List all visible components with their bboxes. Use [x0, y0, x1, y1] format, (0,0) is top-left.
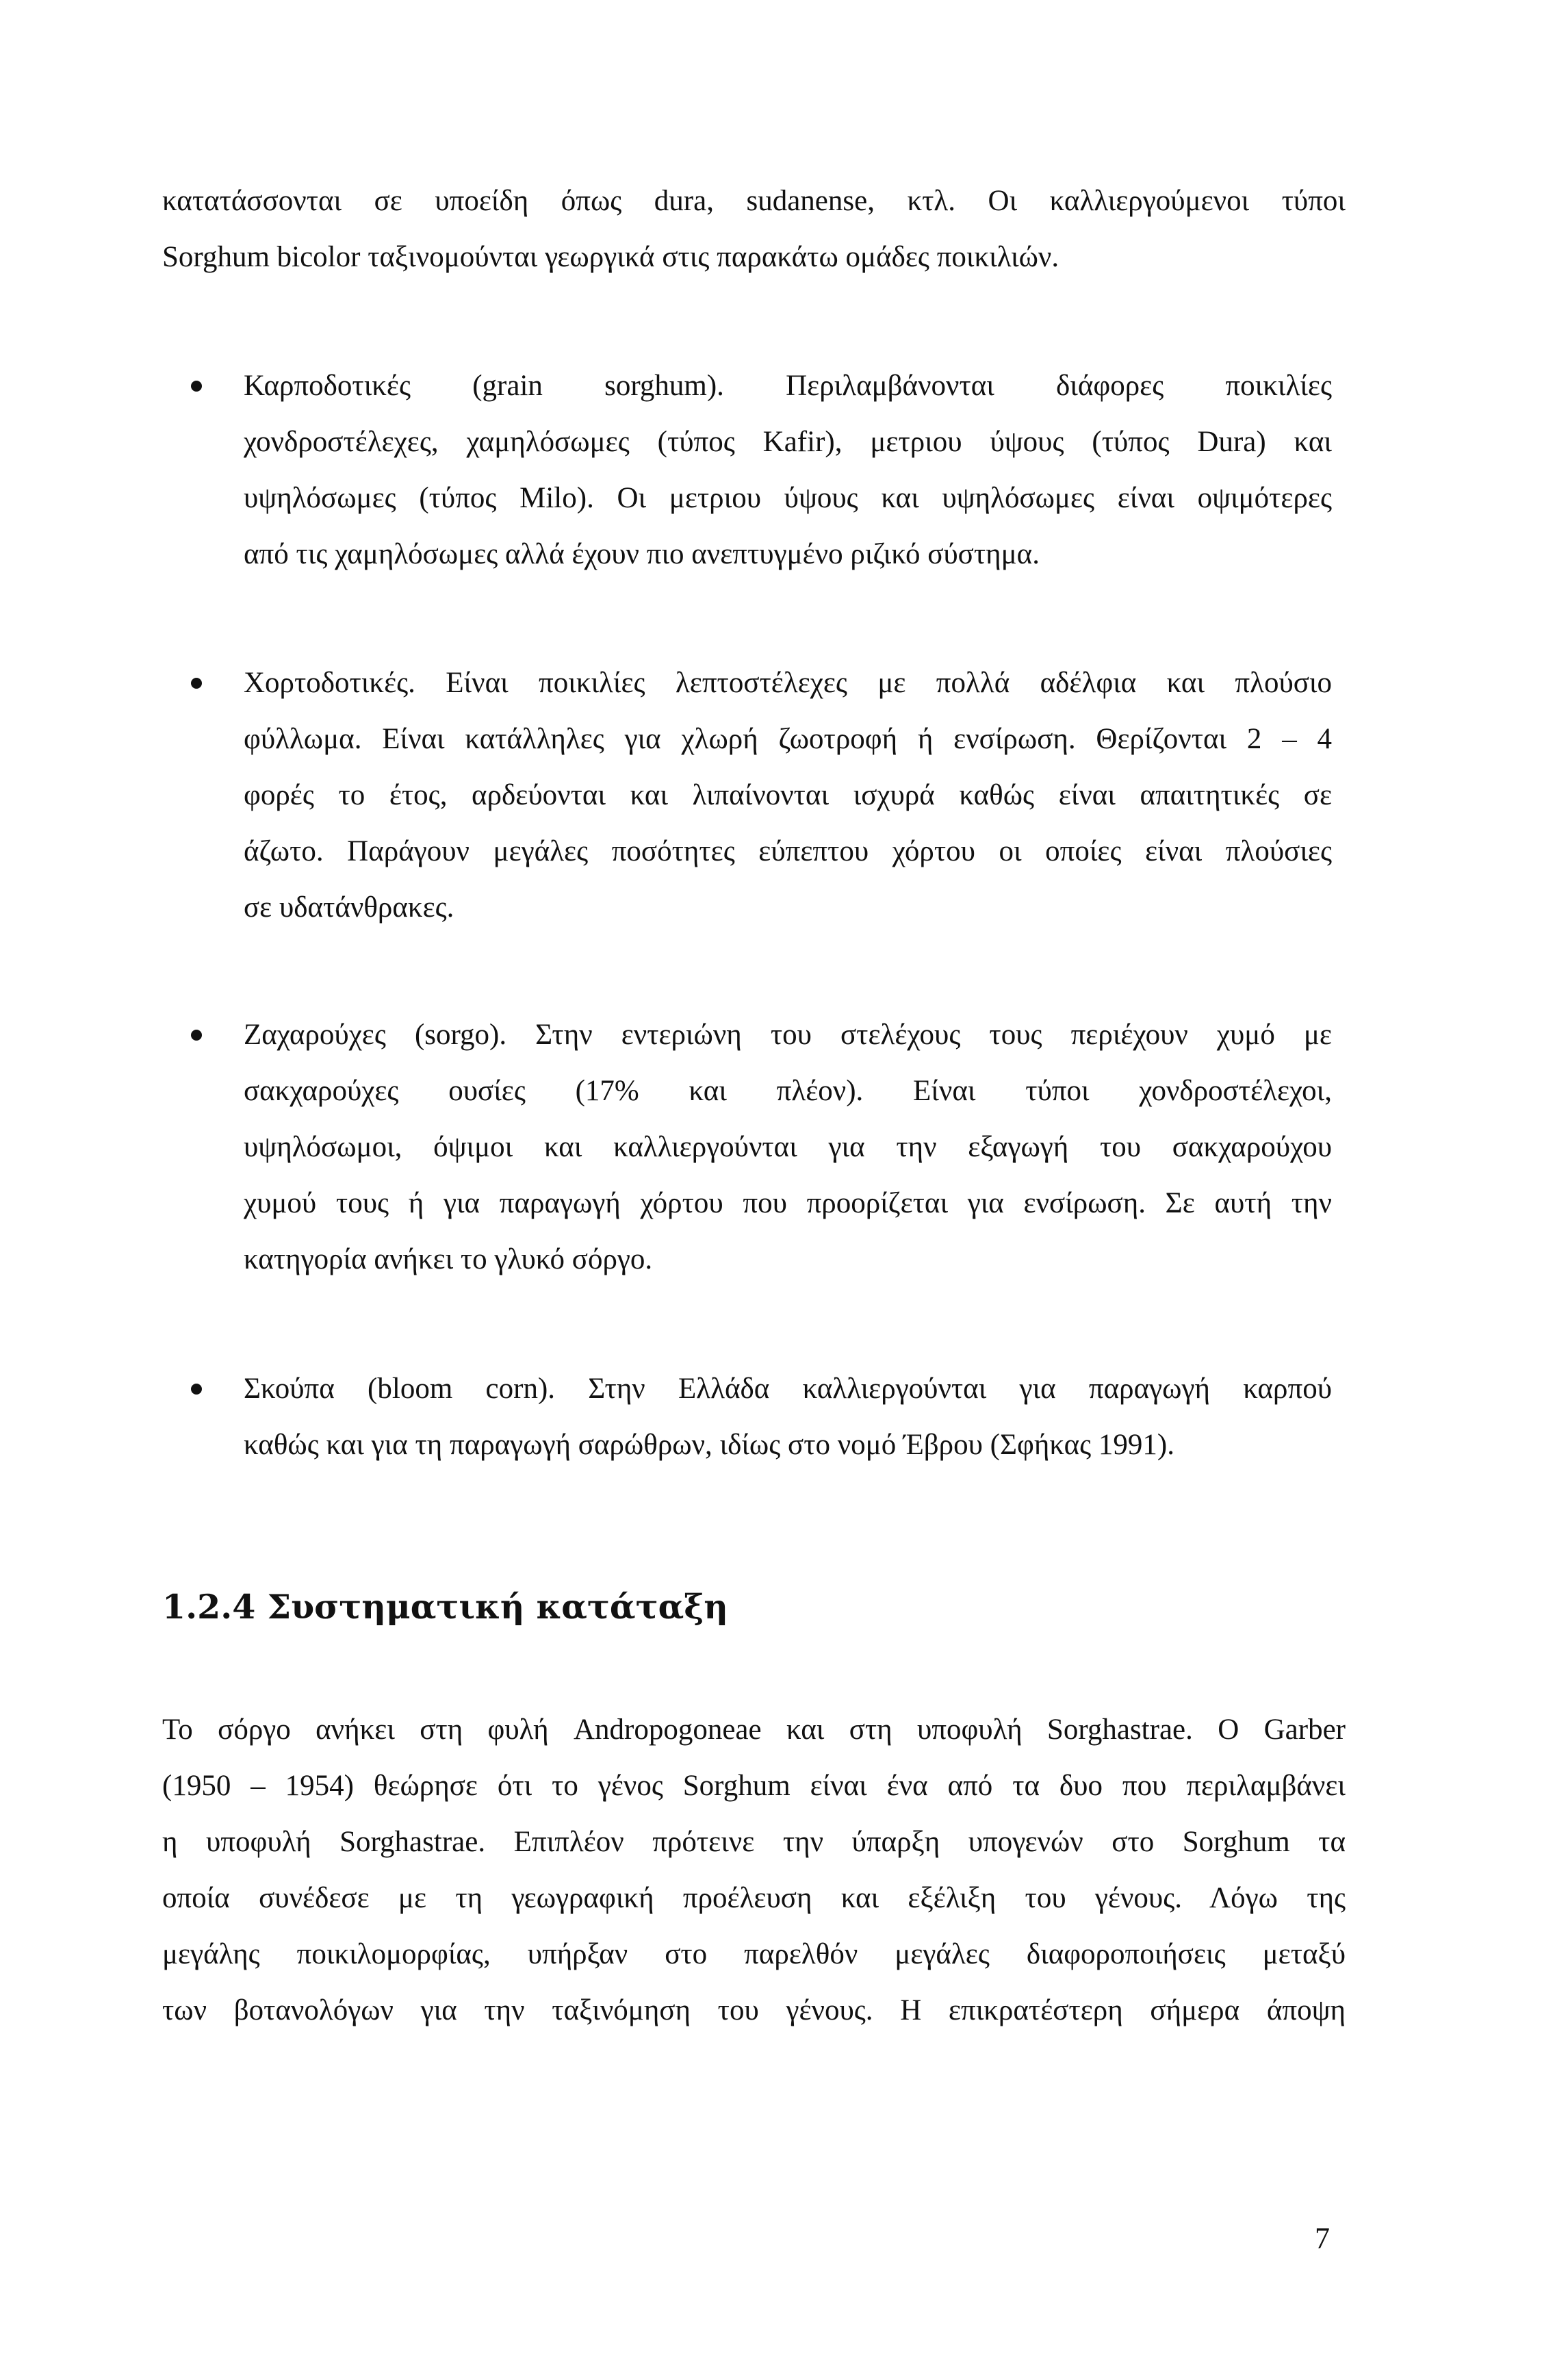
bullet-line: φορές το έτος, αρδεύονται και λιπαίνονται ισχυρά καθώς είναι απαιτητικές σε — [244, 779, 1332, 811]
bullet-line: Καρποδοτικές (grain sorghum). Περιλαμβάνονται διάφορες ποικιλίες — [244, 370, 1332, 402]
bullet-line: Ζαχαρούχες (sorgo). Στην εντεριώνη του στελέχους τους περιέχουν χυμό με — [244, 1019, 1332, 1051]
bullet-line: Χορτοδοτικές. Είναι ποικιλίες λεπτοστέλεχες με πολλά αδέλφια και πλούσιο — [244, 667, 1332, 699]
bullet-dot — [191, 381, 202, 392]
bullet-dot — [191, 1030, 202, 1041]
section-line: μεγάλης ποικιλομορφίας, υπήρξαν στο παρελθόν μεγάλες διαφοροποιήσεις μεταξύ — [162, 1938, 1346, 1970]
bullet-line: άζωτο. Παράγουν μεγάλες ποσότητες εύπεπτου χόρτου οι οποίες είναι πλούσιες — [244, 835, 1332, 867]
bullet-line: χονδροστέλεχες, χαμηλόσωμες (τύπος Kafir), μετριου ύψους (τύπος Dura) και — [244, 426, 1332, 458]
bullet-dot — [191, 1384, 202, 1395]
bullet-line: υψηλόσωμες (τύπος Milo). Οι μετριου ύψους και υψηλόσωμες είναι οψιμότερες — [244, 482, 1332, 514]
bullet-line: φύλλωμα. Είναι κατάλληλες για χλωρή ζωοτροφή ή ενσίρωση. Θερίζονται 2 – 4 — [244, 723, 1332, 755]
section-heading: 1.2.4 Συστηματική κατάταξη — [162, 1587, 728, 1627]
bullet-line: χυμού τους ή για παραγωγή χόρτου που προορίζεται για ενσίρωση. Σε αυτή την — [244, 1187, 1332, 1219]
section-line: η υποφυλή Sorghastrae. Επιπλέον πρότεινε την ύπαρξη υπογενών στο Sorghum τα — [162, 1826, 1346, 1858]
bullet-line: σακχαρούχες ουσίες (17% και πλέον). Είναι τύποι χονδροστέλεχοι, — [244, 1075, 1332, 1107]
section-line: (1950 – 1954) θεώρησε ότι το γένος Sorghum είναι ένα από τα δυο που περιλαμβάνει — [162, 1770, 1346, 1802]
page-number: 7 — [1315, 2222, 1330, 2255]
bullet-dot — [191, 678, 202, 689]
section-line: Το σόργο ανήκει στη φυλή Andropogoneae και στη υποφυλή Sorghastrae. Ο Garber — [162, 1714, 1346, 1746]
section-line: οποία συνέδεσε με τη γεωγραφική προέλευση και εξέλιξη του γένους. Λόγω της — [162, 1882, 1346, 1914]
bullet-line: κατηγορία ανήκει το γλυκό σόργο. — [244, 1243, 653, 1275]
section-line: των βοτανολόγων για την ταξινόμηση του γένους. Η επικρατέστερη σήμερα άποψη — [162, 1994, 1346, 2026]
bullet-line: υψηλόσωμοι, όψιμοι και καλλιεργούνται για την εξαγωγή του σακχαρούχου — [244, 1131, 1332, 1163]
bullet-line: από τις χαμηλόσωμες αλλά έχουν πιο ανεπτυγμένο ριζικό σύστημα. — [244, 538, 1040, 570]
bullet-line: σε υδατάνθρακες. — [244, 891, 454, 924]
intro-line: κατατάσσονται σε υποείδη όπως dura, sudanense, κτλ. Οι καλλιεργούμενοι τύποι — [162, 185, 1346, 217]
bullet-line: καθώς και για τη παραγωγή σαρώθρων, ιδίως στο νομό Έβρου (Σφήκας 1991). — [244, 1429, 1175, 1461]
bullet-line: Σκούπα (bloom corn). Στην Ελλάδα καλλιεργούνται για παραγωγή καρπού — [244, 1373, 1332, 1405]
intro-line: Sorghum bicolor ταξινομούνται γεωργικά στις παρακάτω ομάδες ποικιλιών. — [162, 241, 1059, 273]
